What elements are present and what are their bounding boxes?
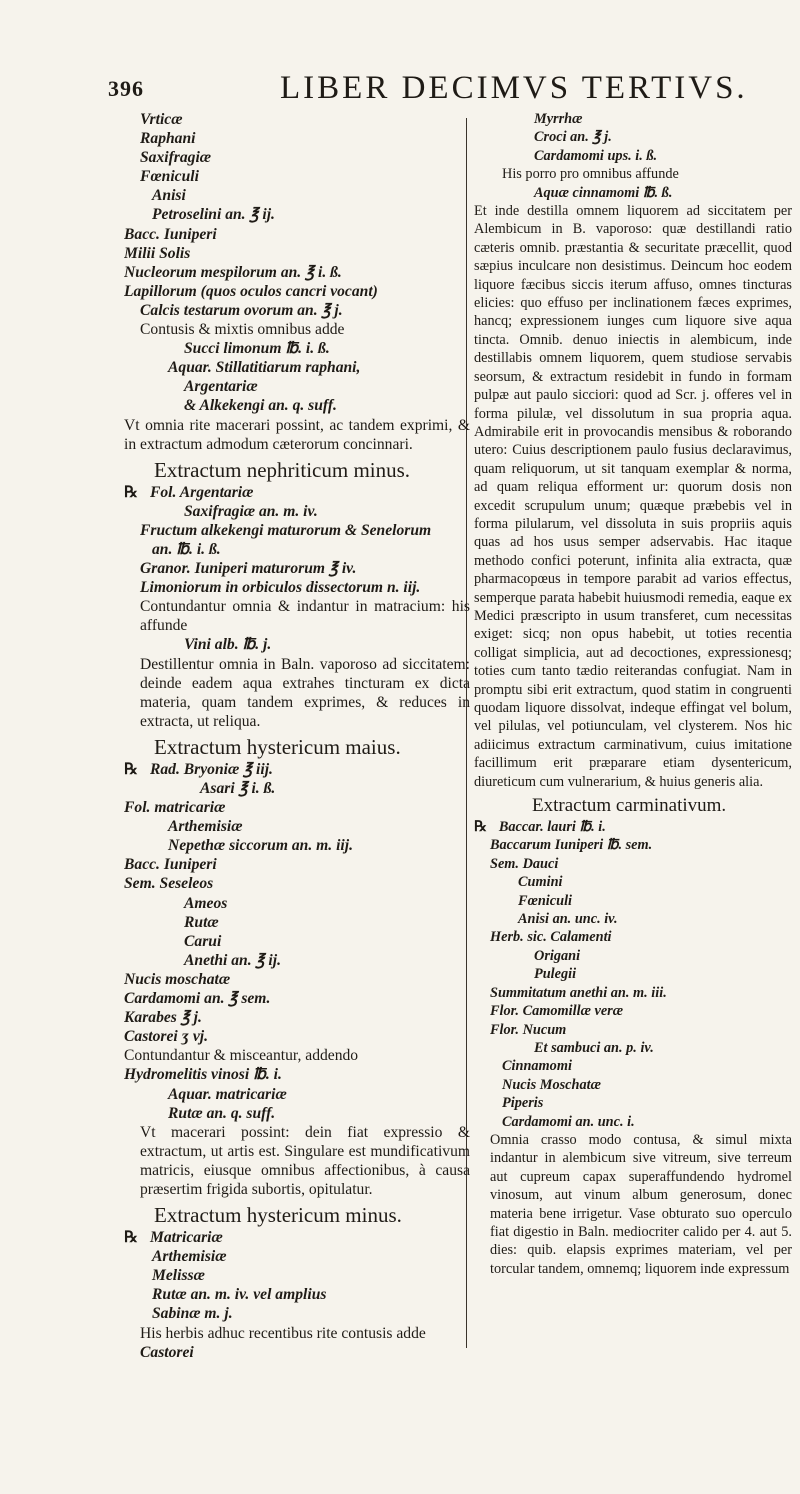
recipe-first-ingredient <box>124 483 470 502</box>
ingredient-line: Saxifragiæ an. m. iv. <box>184 502 318 520</box>
ingredient-line: Arthemisiæ <box>152 1248 227 1266</box>
ingredient-line: Aquar. Stillatitiarum raphani, <box>168 359 361 377</box>
ingredient-line: Calcis testarum ovorum an. ℥ j. <box>140 301 343 319</box>
ingredient-line: Fœniculi <box>140 168 199 186</box>
ingredient-line: Limoniorum in orbiculos dissectorum n. iij. <box>140 579 421 597</box>
ingredient-line: Ameos <box>184 894 228 912</box>
body-paragraph: His herbis adhuc recentibus rite contusis adde <box>140 1324 426 1342</box>
ingredient-line: Castorei <box>140 1343 194 1361</box>
ingredient-line: Rutæ <box>184 913 219 931</box>
ingredient-line: Nucleorum mespilorum an. ℥ i. ß. <box>124 263 342 281</box>
ingredient-line: Baccarum Iuniperi ℔. sem. <box>490 837 653 854</box>
body-paragraph: Contundantur & misceantur, addendo <box>124 1047 359 1065</box>
ingredient-line: Croci an. ℥ j. <box>534 129 612 146</box>
ingredient-text: Fol. Argentariæ <box>149 483 254 501</box>
ingredient-line: Anisi <box>152 187 186 205</box>
recipe-heading: Extractum hystericum minus. <box>154 1203 402 1228</box>
ingredient-line: & Alkekengi an. q. suff. <box>184 397 337 415</box>
ingredient-line: Saxifragiæ <box>140 149 212 167</box>
ingredient-line: Nepethæ siccorum an. m. iij. <box>168 837 353 855</box>
ingredient-line: Carui <box>184 932 222 950</box>
ingredient-line: Fructum alkekengi maturorum & Senelorum <box>140 521 432 539</box>
ingredient-text: Baccar. lauri ℔. i. <box>498 819 606 836</box>
ingredient-line: Vrticæ <box>140 111 183 128</box>
ingredient-line: Rutæ an. m. iv. vel amplius <box>152 1286 327 1304</box>
page-header <box>0 70 800 106</box>
ingredient-line: Origani <box>534 947 581 964</box>
body-paragraph: Omnia crasso modo contusa, & simul mixta indantur in alembicum sive vitreum, sive terreum aut cupreum capax superaffundendo hydromel vinosum, aut vinum album generosum, donec materia bene irrigetur. Vase obturato suo operculo fiat digestio in Baln. mediocriter calido per 4. aut 5. dies: quib. elapsis exprimes materiam, vel per torcular tandem, omnemq; liquorem inde expressum <box>490 1131 792 1277</box>
ingredient-line: Bacc. Iuniperi <box>124 856 217 874</box>
ingredient-line: Cardamomi ups. i. ß. <box>534 147 658 164</box>
ingredient-line: Milii Solis <box>124 244 191 262</box>
ingredient-line: Aquar. matricariæ <box>168 1085 287 1103</box>
running-head: LIBER DECIMVS TERTIVS. <box>280 70 748 106</box>
body-paragraph: Destillentur omnia in Baln. vaporoso ad siccitatem: deinde eadem aqua extrahes tincturam ex dicta materia, quam tandem exprimes, & reduces in extracta, ut reliqua. <box>140 655 470 730</box>
recipe-first-ingredient <box>124 1228 470 1247</box>
ingredient-line: Cinnamomi <box>502 1058 572 1075</box>
ingredient-line: Succi limonum ℔. i. ß. <box>184 340 330 358</box>
ingredient-line: Nucis moschatæ <box>124 970 231 988</box>
body-paragraph: Contusis & mixtis omnibus adde <box>140 321 345 339</box>
recipe-heading: Extractum hystericum maius. <box>154 734 401 759</box>
ingredient-line: Vini alb. ℔. j. <box>184 636 272 654</box>
ingredient-line: Piperis <box>502 1095 544 1112</box>
ingredient-line: Melissæ <box>152 1267 205 1285</box>
left-column <box>124 110 470 1362</box>
ingredient-line: Aquæ cinnamomi ℔. ß. <box>534 184 673 201</box>
ingredient-line: Pulegii <box>534 966 577 983</box>
ingredient-line: Rutæ an. q. suff. <box>168 1104 276 1122</box>
ingredient-line: Myrrhæ <box>534 111 583 127</box>
recipe-symbol-icon: ℞ <box>124 483 138 501</box>
ingredient-line: Anethi an. ℥ ij. <box>184 951 281 969</box>
ingredient-line: Asari ℥ i. ß. <box>200 780 276 797</box>
body-paragraph: Et inde destilla omnem liquorem ad siccitatem per Alembicum in B. vaporoso: quæ destillandi ratio cæteris omnib. præstantia & securitate præcellit, quod sæpius inculcare non desistimus. Deincum hoc eodem liquore fæcibus siccis iterum affuso, omnes tincturas elicies: quo effuso per inclinationem fæces exprimes, hancq; expressionem iunges cum liquore sive aqua tincta. Omnib. denuo iniectis in alembicum, inde destillabis omnem liquorem, quem studiose servabis seorsum, & extractum residebit in fundo in formam pulpæ aut paulo sicciori: quod ad Scr. j. offeres vel in forma pilulæ, vel dissolutum in sua propria aqua. Admirabile erit in provocandis mensibus & roborando utero: Cuius descriptionem paulo fusius declaravimus, quam reliquorum, ut sit tanquam exemplar & norma, ad quam reliqua efforment ur: quorum dosis non excedit scrupulum unum; quæque præbebis vel in forma pilularum, vel dissoluta in suis propriis aquis quas ad hos usus semper adservabis. Hac itaque methodo confici poterunt, infinita alia extracta, quæ pharmacopœus in tempore parabit ad varios effectus, semperque parata habebit huiusmodi remedia, eaque ex Medici præscripto in usum transferet, cum necessitas exiget: sicq; non opus habebit, ut toties recentia colligat simplicia, aut ad decoctiones, expressionesq; toties cum tanto tædio reiterandas confugiat. Nam in promptu sibi erit extractum, quod statim in congruenti quodam liquore dissolvat, indeque effingat vel bolum, vel pilulas, vel potiunculam, vel clysterem. Nos hic adiicimus extractum carminativum, cuius imitatione facillimum erit præparare etiam dysentericum, diureticum cum vulnerarium, & huius generis alia. <box>474 203 792 790</box>
ingredient-line: an. ℔. i. ß. <box>152 540 221 558</box>
ingredient-line: Raphani <box>140 130 196 148</box>
recipe-heading: Extractum carminativum. <box>532 795 727 817</box>
ingredient-line: Et sambuci an. p. iv. <box>534 1039 654 1056</box>
ingredient-line: Flor. Camomillæ veræ <box>490 1003 624 1020</box>
ingredient-line: Sem. Dauci <box>490 855 559 872</box>
ingredient-line: Castorei ʒ vj. <box>124 1028 209 1046</box>
ingredient-line: Anisi an. unc. iv. <box>518 911 618 928</box>
ingredient-line: Fœniculi <box>518 892 573 909</box>
recipe-symbol-icon: ℞ <box>124 1229 138 1247</box>
ingredient-line: Herb. sic. Calamenti <box>490 929 612 946</box>
ingredient-line: Lapillorum (quos oculos cancri vocant) <box>124 282 378 300</box>
ingredient-line: Cardamomi an. unc. i. <box>502 1113 635 1130</box>
ingredient-line: Fol. matricariæ <box>124 799 226 817</box>
ingredient-line: Arthemisiæ <box>168 818 243 836</box>
ingredient-line: Hydromelitis vinosi ℔. i. <box>124 1066 282 1084</box>
ingredient-line: Nucis Moschatæ <box>502 1076 601 1093</box>
ingredient-line: Flor. Nucum <box>490 1021 567 1038</box>
ingredient-line: Petroselini an. ℥ ij. <box>152 206 275 224</box>
recipe-first-ingredient <box>124 760 470 779</box>
recipe-first-ingredient <box>474 818 792 836</box>
page-number: 396 <box>108 76 144 101</box>
body-paragraph: Vt omnia rite macerari possint, ac tandem exprimi, & in extractum admodum cæterorum concinnari. <box>124 416 470 453</box>
ingredient-line: Argentariæ <box>184 378 258 396</box>
ingredient-text: Matricariæ <box>149 1229 223 1247</box>
ingredient-line: Summitatum anethi an. m. iii. <box>490 984 667 1001</box>
ingredient-line: Sem. Seseleos <box>124 875 214 893</box>
body-paragraph: Vt macerari possint: dein fiat expressio & extractum, ut artis est. Singulare est mundificativum matricis, eiusque omnibus affectionibus, à causa præsertim frigida subortis, opitulatur. <box>140 1123 470 1198</box>
body-paragraph: Contundantur omnia & indantur in matracium: his affunde <box>140 598 470 635</box>
ingredient-line: Cardamomi an. ℥ sem. <box>124 990 271 1008</box>
body-paragraph: His porro pro omnibus affunde <box>502 166 679 183</box>
recipe-symbol-icon: ℞ <box>124 760 138 778</box>
recipe-heading: Extractum nephriticum minus. <box>154 457 411 482</box>
ingredient-text: Rad. Bryoniæ ℥ iij. <box>149 760 273 778</box>
ingredient-line: Granor. Iuniperi maturorum ℥ iv. <box>140 560 357 578</box>
ingredient-line: Cumini <box>518 874 563 891</box>
ingredient-line: Sabinæ m. j. <box>152 1305 233 1323</box>
ingredient-line: Bacc. Iuniperi <box>124 225 217 243</box>
recipe-symbol-icon: ℞ <box>474 819 487 836</box>
ingredient-line: Karabes ℥ j. <box>124 1009 202 1027</box>
right-column <box>474 110 792 1278</box>
